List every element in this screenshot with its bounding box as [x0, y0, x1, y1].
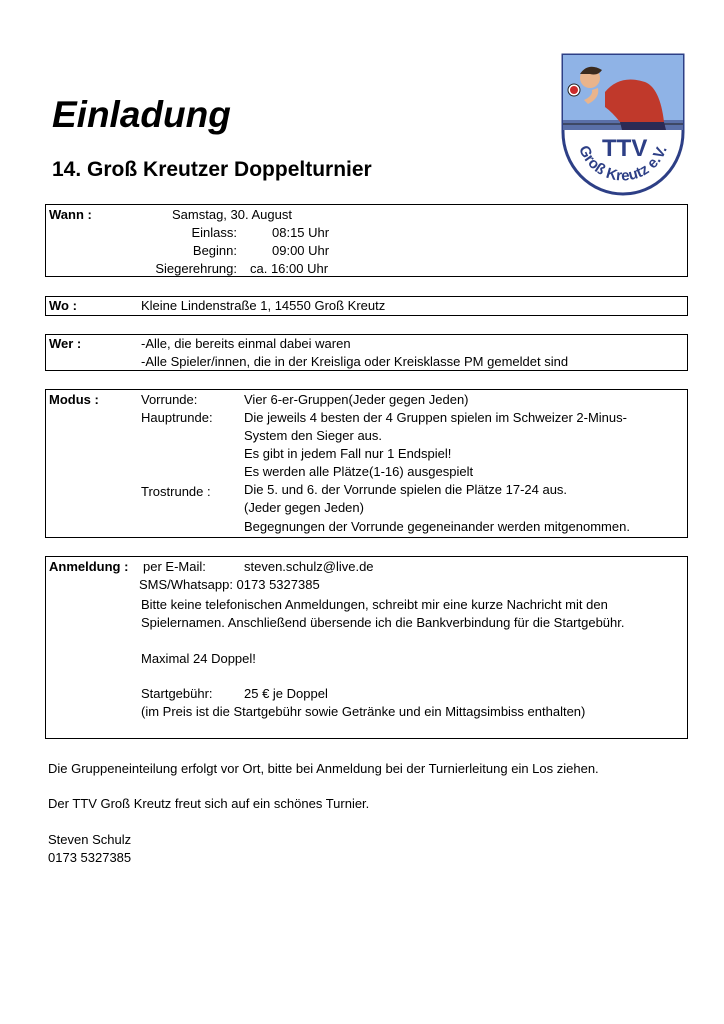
trostrunde-line-3: Begegnungen der Vorrunde gegeneinander werden mitgenommen. — [244, 519, 630, 534]
trostrunde-line-2: (Jeder gegen Jeden) — [244, 500, 364, 515]
email-label: per E-Mail: — [143, 559, 206, 574]
wo-address: Kleine Lindenstraße 1, 14550 Groß Kreutz — [141, 298, 386, 313]
wann-einlass-value: 08:15 Uhr — [272, 225, 330, 240]
hauptrunde-line-2: System den Sieger aus. — [244, 428, 383, 443]
page-subtitle: 14. Groß Kreutzer Doppelturnier — [52, 158, 372, 181]
wer-line-1: -Alle, die bereits einmal dabei waren — [141, 336, 351, 351]
hauptrunde-label: Hauptrunde: — [141, 410, 213, 425]
footer-greeting: Der TTV Groß Kreutz freut sich auf ein schönes Turnier. — [48, 796, 370, 811]
wann-label: Wann : — [49, 207, 92, 222]
anmeldung-label: Anmeldung : — [49, 559, 129, 574]
wer-line-2: -Alle Spieler/innen, die in der Kreisliga oder Kreisklasse PM gemeldet sind — [141, 354, 569, 369]
email-value: steven.schulz@live.de — [244, 559, 374, 574]
anmeldung-note-line-2: Spielernamen. Anschließend übersende ich die Bankverbindung für die Startgebühr. — [141, 615, 625, 630]
wo-label: Wo : — [49, 298, 77, 313]
section-wann — [45, 204, 688, 277]
footer-phone: 0173 5327385 — [48, 850, 132, 865]
hauptrunde-line-1: Die jeweils 4 besten der 4 Gruppen spielen im Schweizer 2-Minus- — [244, 410, 627, 425]
wann-beginn-label: Beginn: — [192, 243, 237, 258]
fee-label: Startgebühr: — [141, 686, 213, 701]
wann-einlass-label: Einlass: — [191, 225, 237, 240]
max-doubles: Maximal 24 Doppel! — [141, 651, 256, 666]
section-anmeldung — [45, 556, 688, 739]
ttv-crest-logo — [560, 52, 686, 200]
anmeldung-note-line-1: Bitte keine telefonischen Anmeldungen, schreibt mir eine kurze Nachricht mit den — [141, 597, 608, 612]
sms-contact: SMS/Whatsapp: 0173 5327385 — [139, 577, 320, 592]
hauptrunde-line-4: Es werden alle Plätze(1-16) ausgespielt — [244, 464, 474, 479]
modus-label: Modus : — [49, 392, 99, 407]
logo-text-main: TTV — [602, 135, 648, 162]
fee-value: 25 € je Doppel — [244, 686, 328, 701]
wann-date: Samstag, 30. August — [172, 207, 292, 222]
wer-label: Wer : — [49, 336, 82, 351]
wann-siegerehrung-label: Siegerehrung: — [155, 261, 237, 276]
logo-text-arc: Groß Kreutz e.V. — [575, 142, 671, 185]
vorrunde-text: Vier 6-er-Gruppen(Jeder gegen Jeden) — [244, 392, 469, 407]
section-wer — [45, 334, 688, 371]
trostrunde-line-1: Die 5. und 6. der Vorrunde spielen die Plätze 17-24 aus. — [244, 482, 568, 497]
fee-note: (im Preis ist die Startgebühr sowie Getränke und ein Mittagsimbiss enthalten) — [141, 704, 586, 719]
hauptrunde-line-3: Es gibt in jedem Fall nur 1 Endspiel! — [244, 446, 452, 461]
section-wo — [45, 296, 688, 316]
wann-siegerehrung-value: ca. 16:00 Uhr — [250, 261, 329, 276]
section-modus — [45, 389, 688, 538]
trostrunde-label: Trostrunde : — [141, 484, 211, 499]
wann-beginn-value: 09:00 Uhr — [272, 243, 330, 258]
footer-name: Steven Schulz — [48, 832, 132, 847]
page-title: Einladung — [52, 94, 231, 135]
footer-group-info: Die Gruppeneinteilung erfolgt vor Ort, bitte bei Anmeldung bei der Turnierleitung ein Los ziehen. — [48, 761, 599, 776]
vorrunde-label: Vorrunde: — [141, 392, 198, 407]
